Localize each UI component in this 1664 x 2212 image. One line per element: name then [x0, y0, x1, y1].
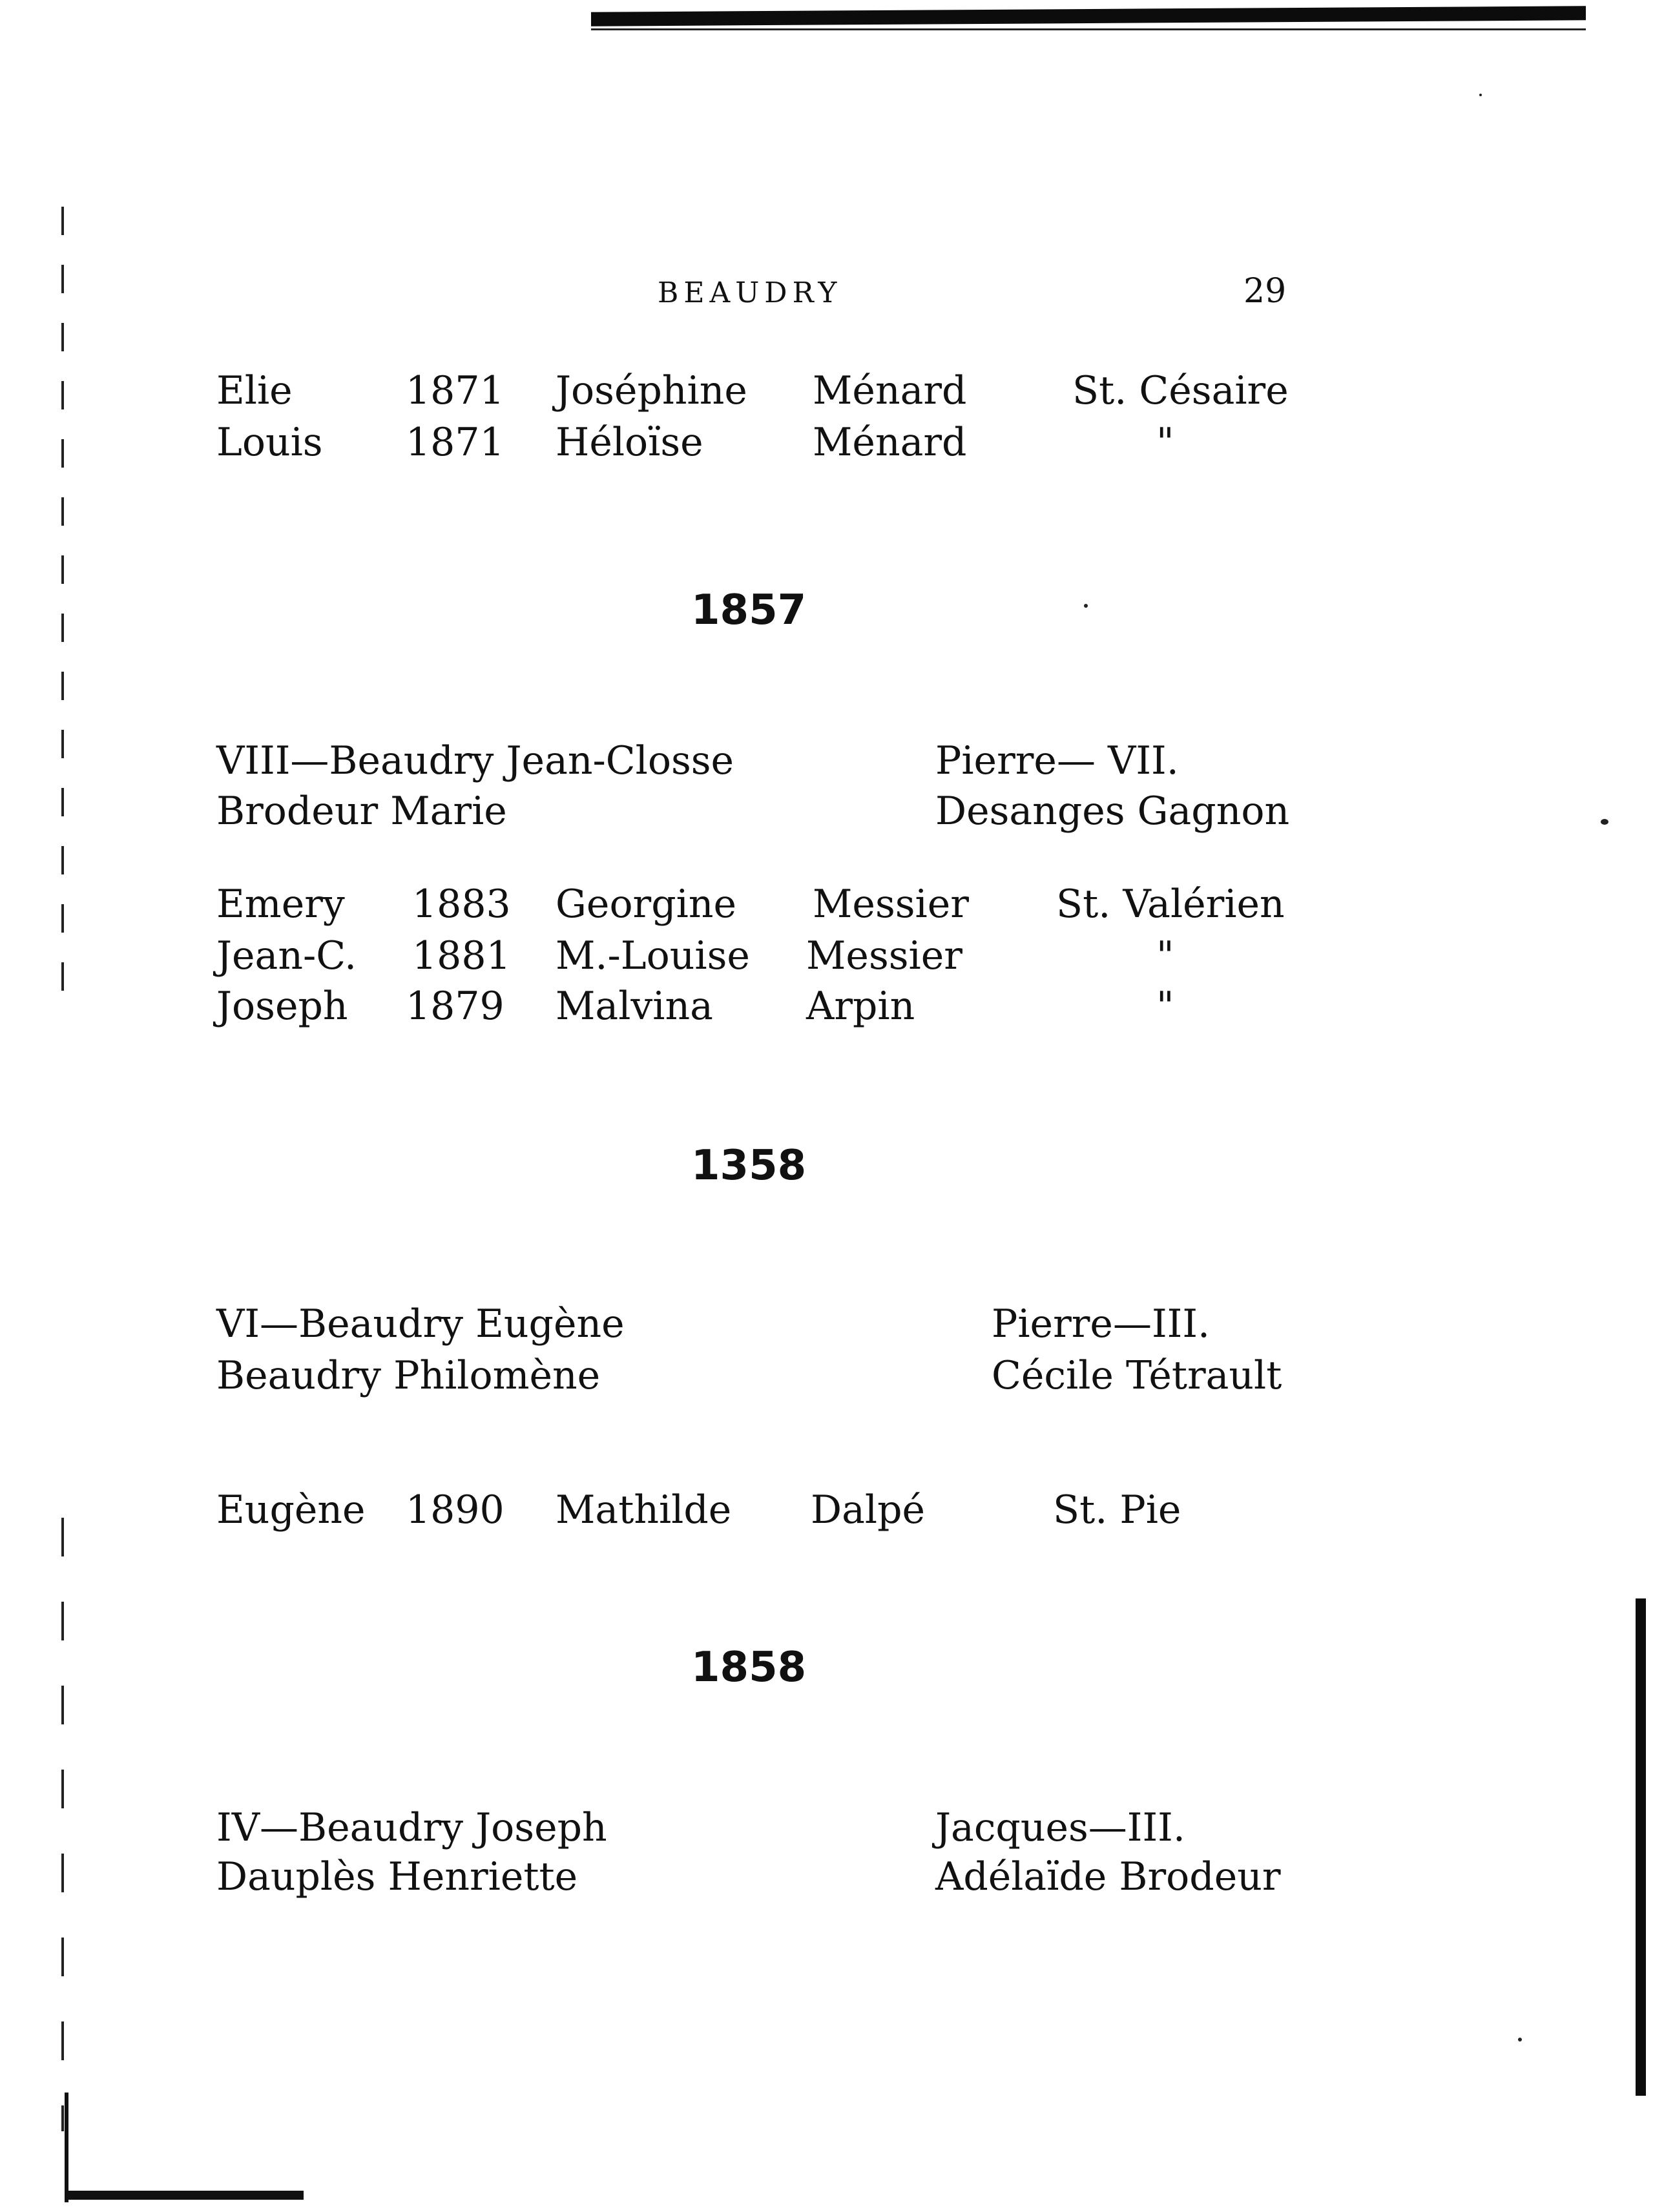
child-2-parish-ditto: ": [1156, 984, 1174, 1029]
row-1-spouse: Héloïse: [556, 420, 703, 465]
husband-parents: Pierre— VII.: [935, 738, 1179, 783]
child-0-year: 1890: [406, 1487, 504, 1533]
child-0-surname: Messier: [813, 882, 969, 927]
speck: [1601, 819, 1608, 825]
speck: [1084, 604, 1088, 608]
scan-line-top: [591, 28, 1586, 30]
section-year: 1858: [691, 1644, 807, 1691]
row-0-spouse: Joséphine: [556, 368, 747, 413]
scan-border-right: [1636, 1598, 1646, 2096]
child-0-spouse: Mathilde: [556, 1487, 732, 1533]
section-year: 1358: [691, 1142, 807, 1190]
running-title: BEAUDRY: [658, 276, 842, 309]
child-0-year: 1883: [412, 882, 511, 927]
scan-border-top: [591, 6, 1586, 26]
husband-entry: IV—Beaudry Joseph: [216, 1805, 607, 1850]
wife-entry: Dauplès Henriette: [216, 1854, 578, 1899]
row-0-year: 1871: [406, 368, 504, 413]
child-1-year: 1881: [412, 933, 511, 978]
child-1-surname: Messier: [806, 933, 962, 978]
husband-entry: VI—Beaudry Eugène: [216, 1301, 625, 1347]
row-1-parish-ditto: ": [1156, 420, 1174, 465]
child-1-parish-ditto: ": [1156, 933, 1174, 978]
section-year: 1857: [691, 586, 807, 634]
wife-parents: Adélaïde Brodeur: [935, 1854, 1281, 1899]
child-0-surname: Dalpé: [811, 1487, 925, 1533]
page-number: 29: [1243, 272, 1287, 311]
child-0-name: Eugène: [216, 1487, 366, 1533]
wife-entry: Beaudry Philomène: [216, 1353, 601, 1398]
husband-entry: VIII—Beaudry Jean-Closse: [216, 738, 734, 783]
row-0-name: Elie: [216, 368, 293, 413]
scan-border-left: [61, 207, 64, 1014]
wife-entry: Brodeur Marie: [216, 789, 507, 834]
row-1-surname: Ménard: [813, 420, 967, 465]
child-0-spouse: Georgine: [556, 882, 736, 927]
row-0-surname: Ménard: [813, 368, 967, 413]
child-1-spouse: M.-Louise: [556, 933, 750, 978]
child-0-parish: St. Valérien: [1056, 882, 1285, 927]
row-1-year: 1871: [406, 420, 504, 465]
row-1-name: Louis: [216, 420, 323, 465]
child-2-surname: Arpin: [806, 984, 915, 1029]
scan-border-bottom: [65, 2191, 304, 2200]
scan-corner-bottom: [65, 2093, 68, 2202]
speck: [1518, 2038, 1522, 2041]
child-0-name: Emery: [216, 882, 345, 927]
wife-parents: Cécile Tétrault: [992, 1353, 1282, 1398]
child-0-parish: St. Pie: [1053, 1487, 1181, 1533]
husband-parents: Jacques—III.: [935, 1805, 1185, 1850]
scan-border-left-lower: [61, 1518, 64, 2131]
row-0-parish: St. Césaire: [1072, 368, 1289, 413]
child-1-name: Jean-C.: [216, 933, 357, 978]
child-2-spouse: Malvina: [556, 984, 713, 1029]
child-2-year: 1879: [406, 984, 504, 1029]
husband-parents: Pierre—III.: [992, 1301, 1211, 1347]
wife-parents: Desanges Gagnon: [935, 789, 1290, 834]
child-2-name: Joseph: [216, 984, 348, 1029]
speck: [1479, 94, 1482, 96]
